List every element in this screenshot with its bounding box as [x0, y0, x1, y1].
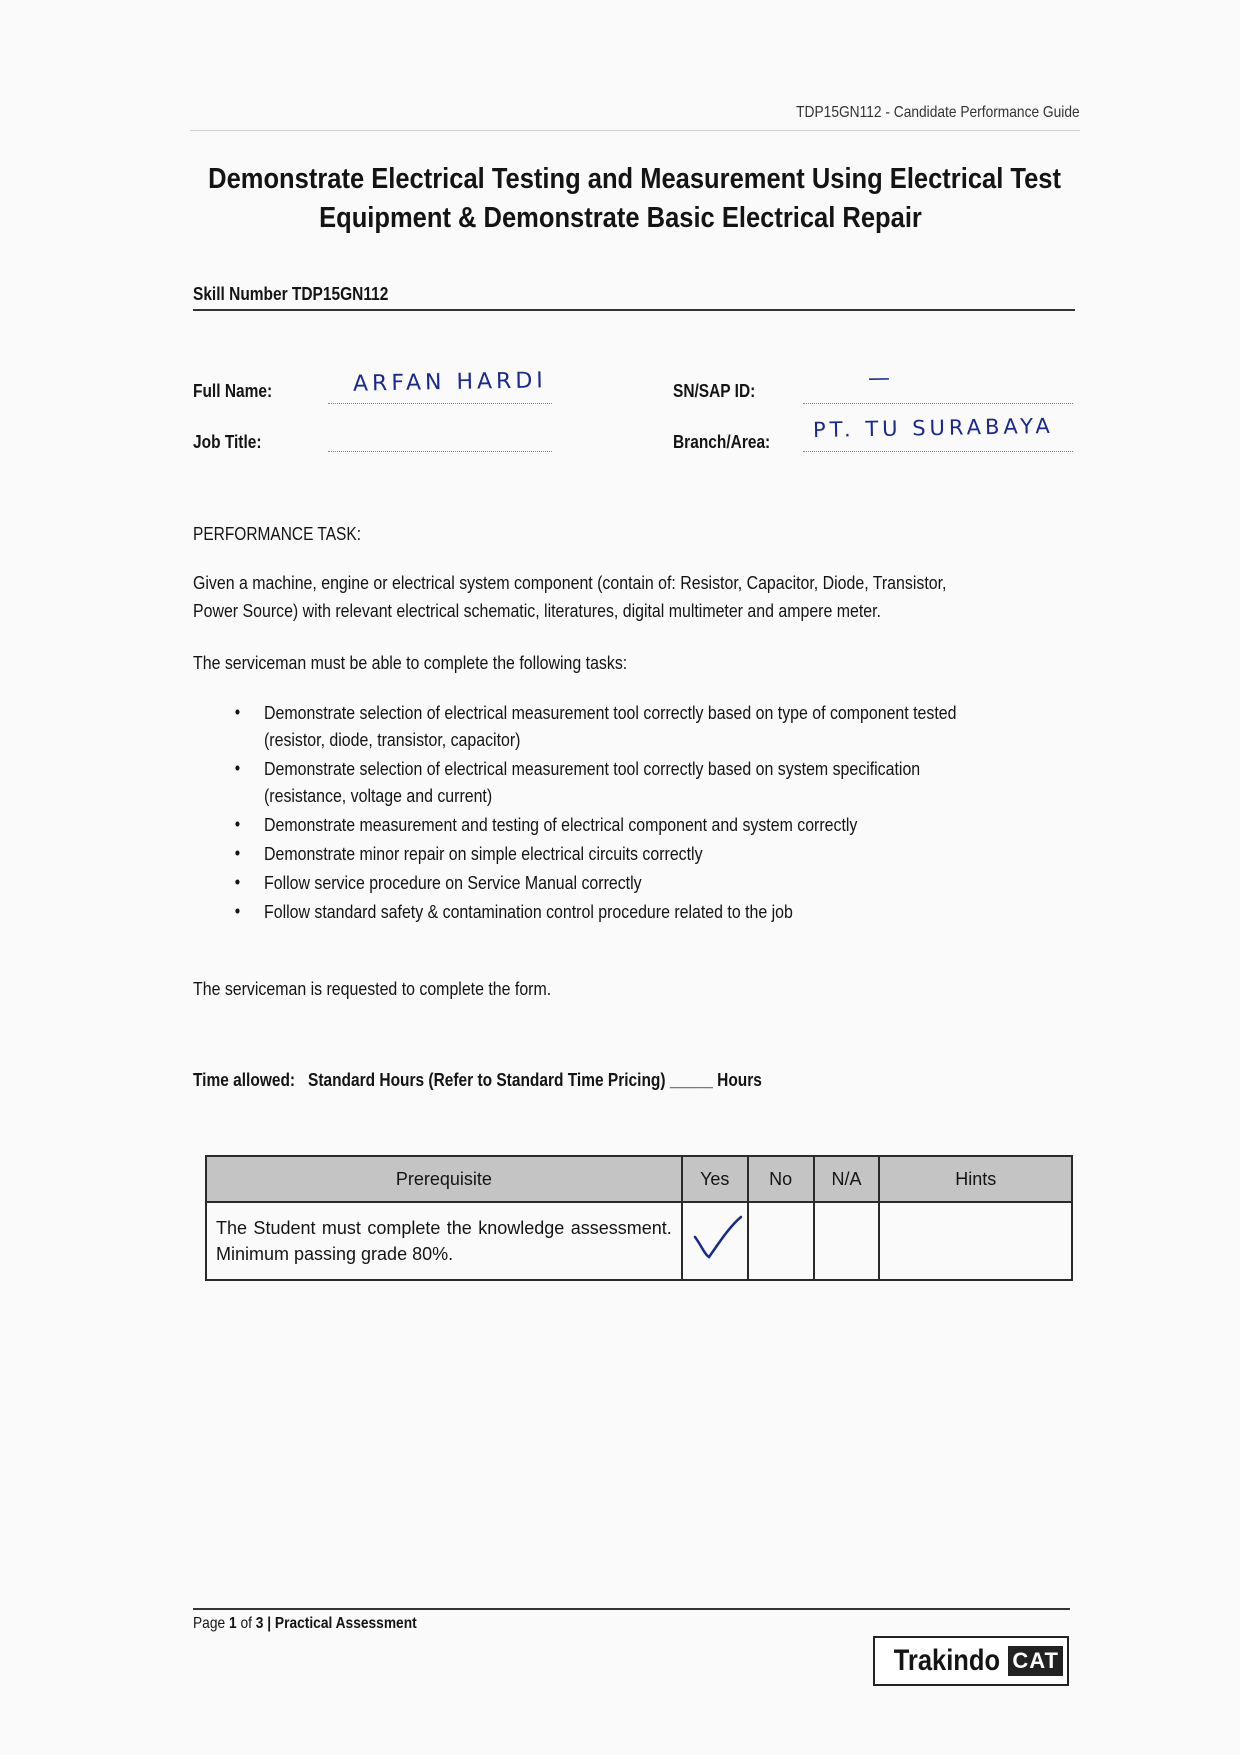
full-name-value: ARFAN HARDI: [352, 368, 547, 397]
logo-brand: Trakindo: [894, 1644, 1001, 1677]
full-name-field[interactable]: [328, 364, 552, 404]
page-footer: Page 1 of 3 | Practical Assessment: [193, 1615, 417, 1632]
list-item: • Follow standard safety & contamination control procedure related to the job: [264, 898, 956, 925]
job-title-label: Job Title:: [193, 432, 262, 452]
table-row: [206, 1202, 1072, 1280]
no-cell[interactable]: [748, 1202, 814, 1280]
prerequisite-cell: [206, 1202, 682, 1280]
skill-divider: [193, 309, 1075, 311]
hints-cell[interactable]: [879, 1202, 1072, 1280]
footer-divider: [193, 1608, 1070, 1610]
prerequisite-table: [205, 1155, 1073, 1281]
full-name-label: Full Name:: [193, 381, 273, 401]
page-number: 1: [228, 1615, 237, 1632]
cat-logo-icon: CAT: [1008, 1646, 1063, 1676]
prerequisite-text: The Student must complete the knowledge assessment. Minimum passing grade 80%.: [216, 1218, 672, 1264]
page-total: 3: [255, 1615, 264, 1632]
na-cell[interactable]: [814, 1202, 880, 1280]
list-item: • Demonstrate selection of electrical measurement tool correctly based on type of component tested (resistor, diode, transistor, capacitor): [264, 699, 956, 753]
snsap-field[interactable]: [803, 362, 1073, 404]
col-header-prerequisite: Prerequisite: [206, 1156, 682, 1202]
footer-section: | Practical Assessment: [267, 1615, 417, 1632]
page-title: [150, 160, 1090, 238]
task-description-line-2: Power Source) with relevant electrical schematic, literatures, digital multimeter and ampere meter.: [193, 600, 881, 621]
bullet-icon: •: [234, 901, 241, 921]
col-header-hints: Hints: [879, 1156, 1072, 1202]
task-list: [234, 699, 957, 927]
bullet-icon: •: [234, 843, 241, 863]
time-allowed-text: Standard Hours (Refer to Standard Time Pricing) _____ Hours: [307, 1070, 762, 1090]
bullet-icon: •: [234, 758, 241, 778]
col-header-na: N/A: [814, 1156, 880, 1202]
list-item: • Demonstrate minor repair on simple electrical circuits correctly: [264, 840, 956, 867]
form-request: The serviceman is requested to complete the form.: [193, 978, 552, 999]
task-description: [193, 569, 946, 625]
list-item: • Demonstrate selection of electrical measurement tool correctly based on system specification (resistance, voltage and current): [264, 755, 956, 809]
time-allowed-label: Time allowed:: [193, 1070, 296, 1090]
col-header-yes: Yes: [682, 1156, 748, 1202]
job-title-field[interactable]: [328, 412, 552, 452]
branch-value: PT. TU SURABAYA: [812, 413, 1054, 443]
snsap-label: SN/SAP ID:: [673, 381, 756, 401]
table-header-row: [206, 1156, 1072, 1202]
col-header-no: No: [748, 1156, 814, 1202]
bullet-icon: •: [234, 702, 241, 722]
header-divider: [190, 130, 1080, 131]
check-mark-icon: [685, 1209, 745, 1269]
time-allowed: [193, 1066, 762, 1094]
branch-label: Branch/Area:: [673, 432, 771, 452]
snsap-value: —: [867, 365, 895, 392]
skill-number: Skill Number TDP15GN112: [193, 284, 389, 304]
branch-field[interactable]: [803, 410, 1073, 452]
tasks-intro: The serviceman must be able to complete the following tasks:: [193, 652, 628, 673]
title-line-1: Demonstrate Electrical Testing and Measurement Using Electrical Test: [208, 163, 1061, 195]
list-item: • Follow service procedure on Service Manual correctly: [264, 869, 956, 896]
bullet-icon: •: [234, 814, 241, 834]
task-description-line-1: Given a machine, engine or electrical system component (contain of: Resistor, Capacitor, Diode, Transistor,: [193, 572, 947, 593]
title-line-2: Equipment & Demonstrate Basic Electrical Repair: [318, 202, 922, 234]
performance-task-heading: PERFORMANCE TASK:: [193, 524, 362, 544]
trakindo-logo: [873, 1636, 1069, 1686]
list-item: • Demonstrate measurement and testing of electrical component and system correctly: [264, 811, 956, 838]
page-label: Page: [193, 1615, 226, 1632]
yes-cell[interactable]: [682, 1202, 748, 1280]
document-reference: TDP15GN112 - Candidate Performance Guide: [796, 104, 1080, 121]
bullet-icon: •: [234, 872, 241, 892]
